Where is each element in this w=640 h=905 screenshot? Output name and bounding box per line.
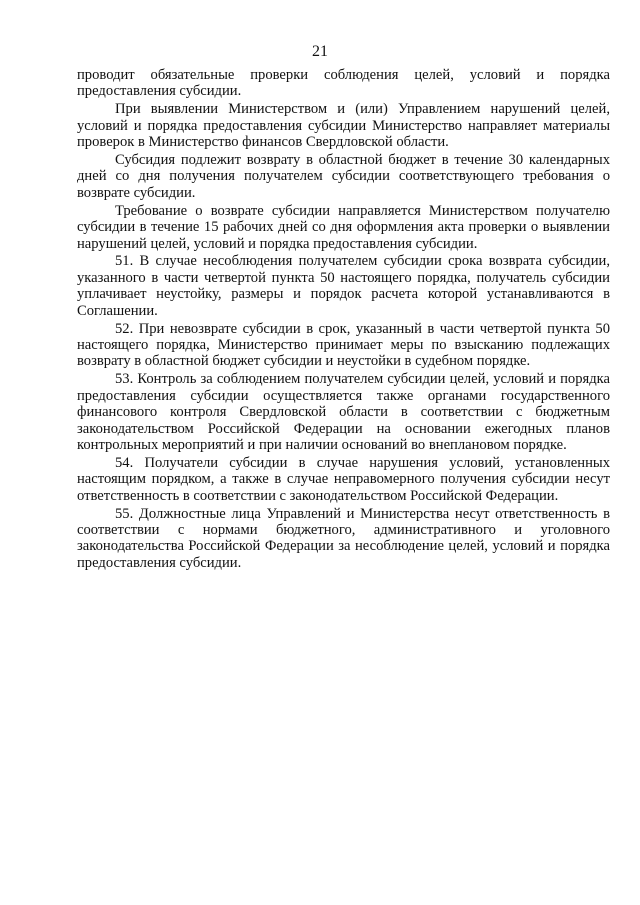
paragraph-violation-detection: При выявлении Министерством и (или) Управлением нарушений целей, условий и порядка предоставления субсидии Министерство направляет материалы проверок в Министерство финансов Свердловской области. bbox=[77, 101, 610, 151]
paragraph-clause-54: 54. Получатели субсидии в случае нарушения условий, установленных настоящим порядком, а также в случае неправомерного получения субсидии несут ответственность в соответствии с законодательством Российской Федерации. bbox=[77, 454, 610, 504]
paragraph-clause-51: 51. В случае несоблюдения получателем субсидии срока возврата субсидии, указанного в части четвертой пункта 50 настоящего порядка, получатель субсидии уплачивает неустойку, размеры и порядок расчета которой устанавливаются в Соглашении. bbox=[77, 253, 610, 319]
paragraph-refund-deadline: Субсидия подлежит возврату в областной бюджет в течение 30 календарных дней со дня получения получателем субсидии соответствующего требования о возврате субсидии. bbox=[77, 152, 610, 201]
paragraph-clause-55: 55. Должностные лица Управлений и Министерства несут ответственность в соответствии с нормами бюджетного, административного и уголовного законодательства Российской Федерации за несоблюдение целей, условий и порядка предоставления субсидии. bbox=[77, 505, 610, 571]
page-number: 21 bbox=[312, 43, 328, 60]
paragraph-clause-52: 52. При невозврате субсидии в срок, указанный в части четвертой пункта 50 настоящего порядка, Министерство принимает меры по взысканию подлежащих возврату в областной бюджет субсидии и неустойки в судебном порядке. bbox=[77, 320, 610, 370]
paragraph-clause-53: 53. Контроль за соблюдением получателем субсидии целей, условий и порядка предоставления субсидии осуществляется также органами государственного финансового контроля Свердловской области в соответствии с бюджетным законодательством Российской Федерации на основании ежегодных планов контрольных мероприятий и при наличии оснований во внеплановом порядке. bbox=[77, 371, 610, 453]
document-body bbox=[77, 67, 610, 573]
paragraph-continuation: проводит обязательные проверки соблюдения целей, условий и порядка предоставления субсидии. bbox=[77, 67, 610, 100]
paragraph-refund-request: Требование о возврате субсидии направляется Министерством получателю субсидии в течение 15 рабочих дней со дня оформления акта проверки о выявлении нарушений целей, условий и порядка предоставления субсидии. bbox=[77, 202, 610, 252]
